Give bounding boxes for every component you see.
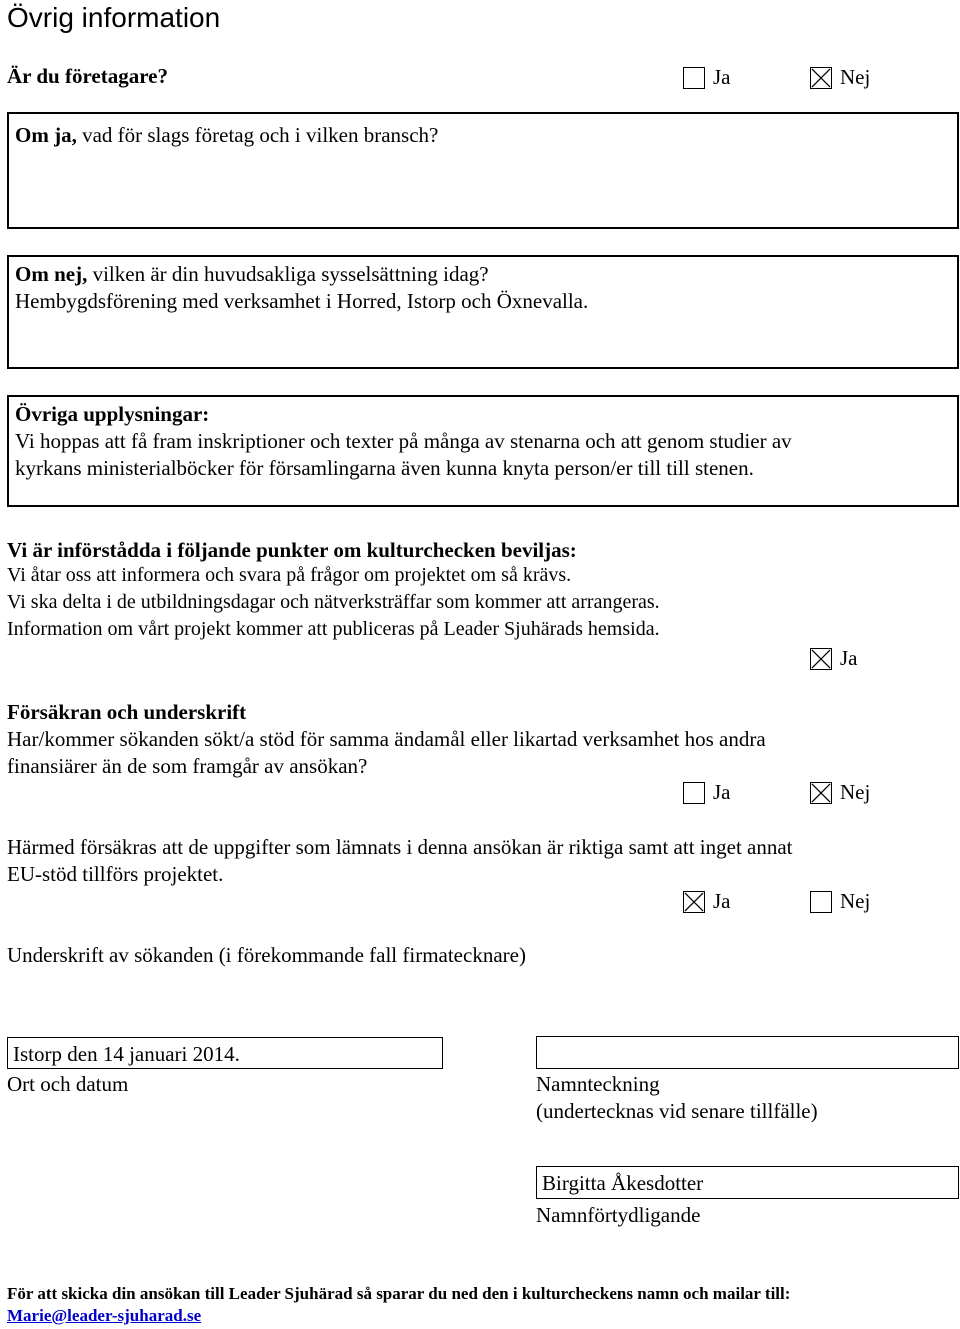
signature-label: Namnteckning	[536, 1072, 660, 1096]
company-yes-option[interactable]	[683, 65, 731, 90]
other-info-field[interactable]	[7, 395, 959, 507]
name-clarification-field[interactable]	[536, 1166, 959, 1199]
checkbox-label: Ja	[713, 780, 731, 804]
check-x-icon	[811, 649, 831, 669]
agreement-item: Vi åtar oss att informera och svara på frågor om projektet om så krävs.	[7, 564, 572, 586]
checkbox[interactable]	[683, 67, 705, 89]
company-type-field[interactable]	[7, 112, 959, 229]
occupation-field[interactable]	[7, 255, 959, 369]
company-no-option[interactable]	[810, 65, 870, 90]
agreement-heading: Vi är införstådda i följande punkter om kulturchecken beviljas:	[7, 538, 577, 562]
agreement-item: Vi ska delta i de utbildningsdagar och nätverksträffar som kommer att arrangeras.	[7, 591, 660, 613]
agreement-yes-option[interactable]	[810, 646, 858, 671]
check-x-icon	[684, 892, 704, 912]
signature-heading: Underskrift av sökanden (i förekommande fall firmatecknare)	[7, 943, 526, 967]
email-link[interactable]: Marie@leader-sjuharad.se	[7, 1306, 202, 1325]
checkbox-label: Nej	[840, 65, 871, 89]
checkbox-label: Ja	[713, 65, 731, 89]
place-date-value: Istorp den 14 januari 2014.	[13, 1042, 240, 1066]
footer-instruction: För att skicka din ansökan till Leader Sjuhärad så sparar du ned den i kulturcheckens namn och mailar till:	[7, 1284, 791, 1303]
name-clarification-label: Namnförtydligande	[536, 1203, 701, 1227]
checkbox[interactable]	[810, 891, 832, 913]
other-info-line: Vi hoppas att få fram inskriptioner och texter på många av stenarna och att genom studier av	[15, 429, 792, 453]
checkbox[interactable]	[810, 67, 832, 89]
assurance-heading: Försäkran och underskrift	[7, 700, 247, 724]
checkbox-label: Nej	[840, 780, 871, 804]
other-funding-yes-option[interactable]	[683, 780, 731, 805]
check-x-icon	[811, 783, 831, 803]
checkbox[interactable]	[810, 782, 832, 804]
declaration-no-option[interactable]	[810, 889, 870, 914]
checkbox-label: Ja	[713, 889, 731, 913]
name-value: Birgitta Åkesdotter	[542, 1171, 704, 1195]
place-date-label: Ort och datum	[7, 1072, 129, 1096]
company-question: Är du företagare?	[7, 64, 168, 88]
declaration-line: EU-stöd tillförs projektet.	[7, 862, 224, 886]
checkbox[interactable]	[810, 648, 832, 670]
other-funding-no-option[interactable]	[810, 780, 870, 805]
place-date-field[interactable]	[7, 1037, 443, 1069]
company-type-prompt: Om ja, vad för slags företag och i vilken bransch?	[15, 123, 439, 147]
declaration-yes-option[interactable]	[683, 889, 731, 914]
check-x-icon	[811, 68, 831, 88]
checkbox[interactable]	[683, 891, 705, 913]
checkbox[interactable]	[683, 782, 705, 804]
signature-field[interactable]	[536, 1036, 959, 1069]
signature-note: (undertecknas vid senare tillfälle)	[536, 1099, 818, 1123]
checkbox-label: Ja	[840, 646, 858, 670]
other-info-line: kyrkans ministerialböcker för församlingarna även kunna knyta person/er till till stenen.	[15, 456, 754, 480]
page-title: Övrig information	[7, 2, 221, 33]
occupation-prompt: Om nej, vilken är din huvudsakliga sysselsättning idag?	[15, 262, 489, 286]
agreement-item: Information om vårt projekt kommer att publiceras på Leader Sjuhärads hemsida.	[7, 618, 660, 640]
assurance-question-line: Har/kommer sökanden sökt/a stöd för samma ändamål eller likartad verksamhet hos andra	[7, 727, 766, 751]
other-info-heading: Övriga upplysningar:	[15, 402, 210, 426]
occupation-answer: Hembygdsförening med verksamhet i Horred, Istorp och Öxnevalla.	[15, 289, 589, 313]
checkbox-label: Nej	[840, 889, 871, 913]
declaration-line: Härmed försäkras att de uppgifter som lämnats i denna ansökan är riktiga samt att inget annat	[7, 835, 793, 859]
assurance-question-line: finansiärer än de som framgår av ansökan?	[7, 754, 368, 778]
